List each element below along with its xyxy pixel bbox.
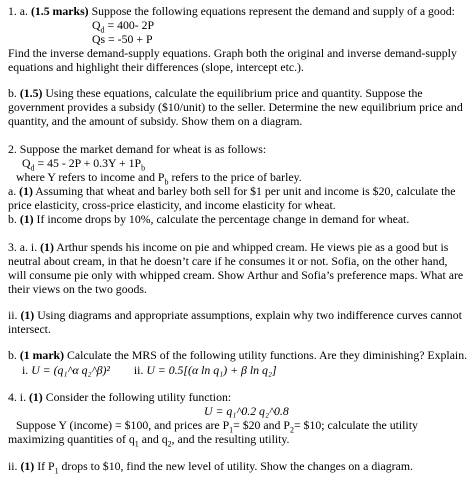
q3b-formulas: i. U = (q₁^α q₂^β)² ii. U = 0.5[(α ln q₁) + β ln q₂] (22, 363, 277, 377)
q2b-line: b. (1) If income drops by 10%, calculate the percentage change in demand for wheat. (8, 212, 410, 226)
q3aii-line2: intersect. (8, 322, 51, 336)
q4i-suppose-line1: Suppose Y (income) = $100, and prices are $P_1=$ $20 and $P_2=$ $10; calculate the utility (16, 418, 418, 435)
utility-formula-ii: U = 0.5[(α ln q₁) + β ln q₂] (146, 363, 277, 377)
q3ai-line1: 3. a. i. (1) Arthur spends his income on pie and whipped cream. He views pie as a good but is (8, 240, 449, 254)
q2a-line1: a. (1) Assuming that wheat and barley both sell for $1 per unit and income is $20, calculate the (8, 184, 456, 198)
q3b-line1: b. (1 mark) Calculate the MRS of the following utility functions. Are they diminishing? Explain. (8, 348, 468, 362)
q1a-text: Suppose the following equations represent the demand and supply of a good: (91, 4, 455, 18)
q3ai-line2: neutral about cream, in that he doesn’t care if he consumes it or not. Sofia, on the other hand, (8, 254, 448, 268)
q1a-find-line1: Find the inverse demand-supply equations. Graph both the original and inverse demand-supply (8, 46, 457, 60)
q3ai-line4: their views on the two goods. (8, 282, 147, 296)
utility-formula-i: U = (q₁^α q₂^β)² (31, 363, 110, 377)
q1a-number: 1. a. (8, 4, 28, 18)
supply-equation: Qs = -50 + P (92, 32, 153, 46)
q4i-line1: 4. i. (1) Consider the following utility function: (8, 390, 232, 404)
q2-heading: 2. Suppose the market demand for wheat is as follows: (8, 142, 267, 156)
q1b-line3: quantity, and the amount of subsidy. Show them on a diagram. (8, 114, 303, 128)
q4ii-line: ii. (1) If $P_1$ drops to $10, find the new level of utility. Show the changes on a diagram. (8, 459, 413, 476)
wheat-demand-equation: $Q_d = 45 - 2P + 0.3Y + 1P_b$ (22, 156, 146, 173)
q4i-suppose-line2: maximizing quantities of $q_1$ and $q_2$, and the resulting utility. (8, 432, 290, 449)
q1a-line1 (8, 4, 455, 18)
q3aii-line1: ii. (1) Using diagrams and appropriate assumptions, explain why two indifference curves cannot (8, 308, 462, 322)
q2a-line2: price elasticity, cross-price elasticity, and income elasticity for wheat. (8, 198, 336, 212)
q2-where-line: where Y refers to income and $P_b$ refers to the price of barley. (16, 170, 302, 187)
q1a-find-line2: equations and highlight their differences (slope, intercept etc.). (8, 60, 304, 74)
q1b-line1: b. (1.5) Using these equations, calculate the equilibrium price and quantity. Suppose the (8, 86, 423, 100)
q3ai-line3: will consume pie only with whipped cream. Show Arthur and Sofia’s preference maps. What are (8, 268, 464, 282)
q1b-line2: government provides a subsidy ($10/unit) to the seller. Determine the new equilibrium price and (8, 100, 463, 114)
demand-equation: $Q_d = 400-$ 2P (92, 18, 155, 35)
q1b-marks: (1.5) (19, 86, 43, 100)
utility-function-q4: U = q₁^0.2 q₂^0.8 (204, 404, 289, 418)
q1b-number: b. (8, 86, 17, 100)
q1a-marks: (1.5 marks) (30, 4, 89, 18)
